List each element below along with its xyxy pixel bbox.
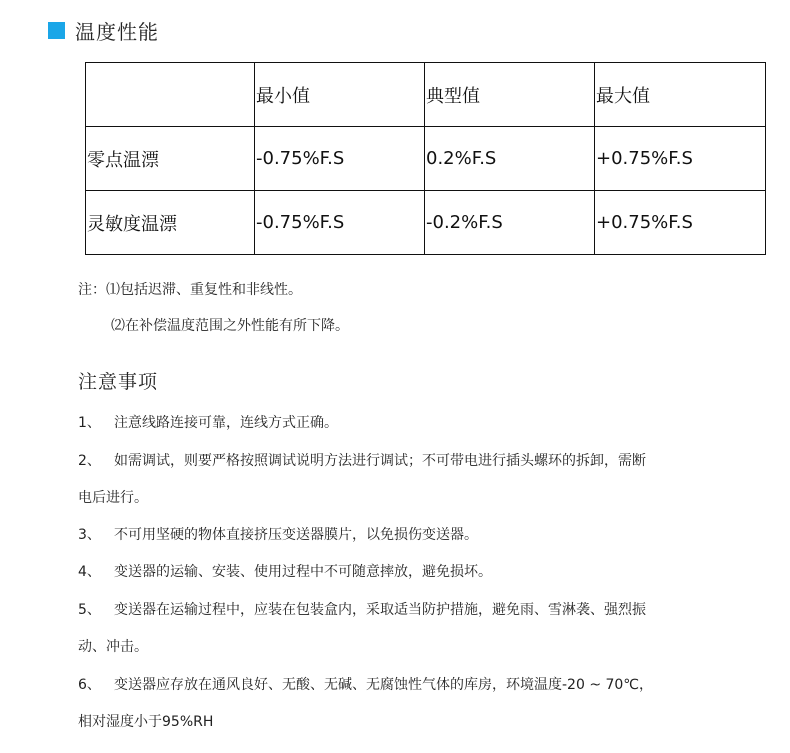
item-number: 1、 — [78, 415, 101, 431]
item-number: 4、 — [78, 564, 101, 580]
item-number: 2、 — [78, 453, 101, 469]
item-text: 变送器的运输、安装、使用过程中不可随意摔放，避免损坏。 — [114, 564, 492, 580]
table-header-cell — [86, 63, 255, 127]
section-header — [48, 14, 159, 46]
item-text: 变送器在运输过程中，应装在包装盒内，采取适当防护措施，避免雨、雪淋袭、强烈振 — [114, 602, 646, 618]
table-header-row — [86, 63, 766, 127]
precaution-item-5 — [78, 599, 646, 619]
note-2: ⑵在补偿温度范围之外性能有所下降。 — [111, 318, 349, 334]
precaution-item-1 — [78, 412, 338, 432]
table-header-cell: 典型值 — [425, 63, 595, 127]
table-cell: -0.2%F.S — [425, 191, 595, 255]
item-text: 动、冲击。 — [78, 639, 148, 655]
table-header-cell: 最小值 — [255, 63, 425, 127]
item-number: 3、 — [78, 527, 101, 543]
temperature-performance-table — [85, 62, 766, 255]
precaution-item-2 — [78, 450, 646, 470]
precautions-title: 注意事项 — [78, 371, 159, 393]
table-cell: +0.75%F.S — [595, 191, 766, 255]
table-header-cell: 最大值 — [595, 63, 766, 127]
item-text: 注意线路连接可靠，连线方式正确。 — [114, 415, 338, 431]
item-text: 不可用坚硬的物体直接挤压变送器膜片，以免损伤变送器。 — [114, 527, 478, 543]
table-cell: -0.75%F.S — [255, 127, 425, 191]
item-number: 6、 — [78, 677, 101, 693]
table-cell: 0.2%F.S — [425, 127, 595, 191]
table-row — [86, 127, 766, 191]
table-cell: -0.75%F.S — [255, 191, 425, 255]
table-cell: 灵敏度温漂 — [86, 191, 255, 255]
precaution-item-6-continued — [78, 711, 213, 731]
precaution-item-6 — [78, 674, 653, 694]
table-row — [86, 191, 766, 255]
precaution-item-3 — [78, 524, 478, 544]
section-title: 温度性能 — [75, 19, 159, 44]
item-text: 变送器应存放在通风良好、无酸、无碱、无腐蚀性气体的库房，环境温度-20 ~ 70℃， — [114, 677, 654, 693]
table-cell: 零点温漂 — [86, 127, 255, 191]
section-marker-icon — [48, 22, 65, 39]
precaution-item-2-continued — [78, 487, 148, 507]
item-text: 相对湿度小于95%RH — [78, 714, 214, 730]
precaution-item-4 — [78, 561, 492, 581]
precaution-item-5-continued — [78, 636, 148, 656]
item-text: 如需调试，则要严格按照调试说明方法进行调试；不可带电进行插头螺环的拆卸，需断 — [114, 453, 646, 469]
item-number: 5、 — [78, 602, 101, 618]
note-1: 注：⑴包括迟滞、重复性和非线性。 — [78, 282, 302, 298]
table-cell: +0.75%F.S — [595, 127, 766, 191]
item-text: 电后进行。 — [78, 490, 148, 506]
